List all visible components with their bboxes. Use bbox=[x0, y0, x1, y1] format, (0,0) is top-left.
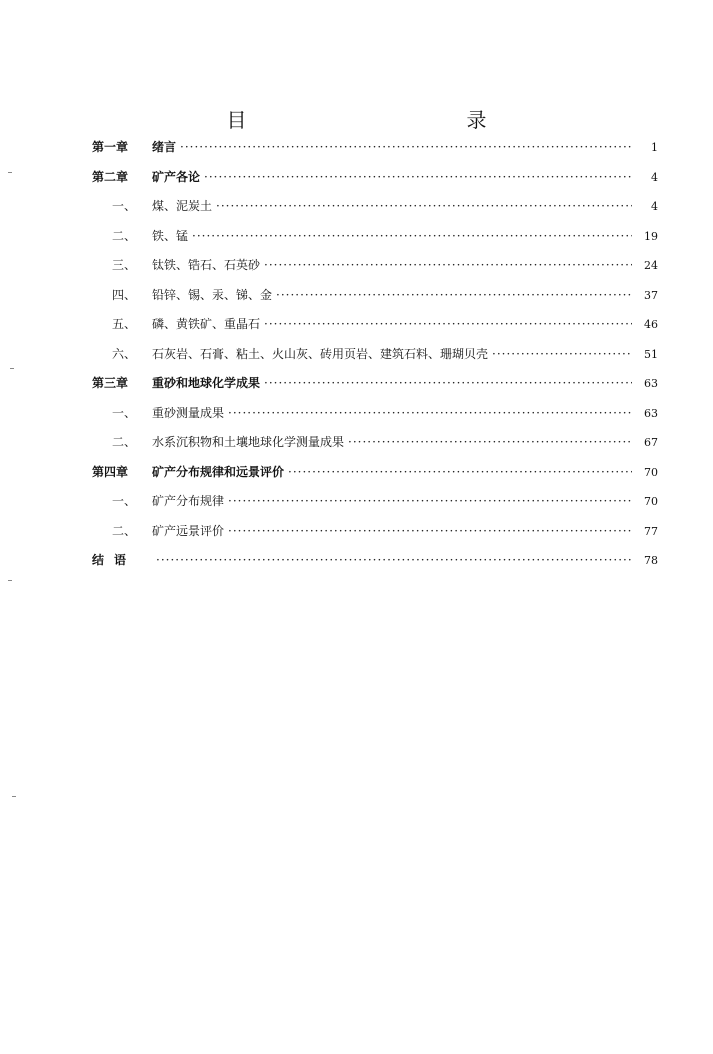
toc-entry-section[interactable] bbox=[92, 227, 658, 257]
scan-speck bbox=[10, 368, 14, 369]
toc-leader-dots bbox=[156, 553, 632, 567]
toc-leader-dots bbox=[204, 170, 632, 184]
toc-entry-number: 第四章 bbox=[92, 464, 129, 479]
toc-entry-number: 第一章 bbox=[92, 140, 129, 154]
toc-entry-label: 磷、黄铁矿、重晶石 bbox=[152, 317, 261, 331]
toc-entry-page: 19 bbox=[644, 229, 658, 243]
toc-entry-label: 石灰岩、石膏、粘土、火山灰、砖用页岩、建筑石料、珊瑚贝壳 bbox=[152, 346, 489, 361]
toc-entry-label: 矿产各论 bbox=[152, 169, 201, 184]
toc-entry-label: 煤、泥炭土 bbox=[152, 199, 213, 213]
toc-entry-section[interactable] bbox=[92, 315, 658, 345]
toc-entry-number: 二、 bbox=[112, 523, 137, 538]
toc-entry-page: 46 bbox=[644, 318, 658, 331]
toc-entry-page: 1 bbox=[651, 141, 658, 154]
toc-entry-label: 重砂和地球化学成果 bbox=[152, 376, 261, 390]
toc-entry-page: 4 bbox=[651, 200, 658, 213]
toc-entry-page: 63 bbox=[644, 406, 658, 420]
toc-leader-dots bbox=[192, 229, 632, 243]
toc-entry-label: 铁、锰 bbox=[152, 228, 189, 243]
toc-leader-dots bbox=[348, 435, 632, 449]
toc-entry-page: 37 bbox=[644, 288, 658, 302]
toc-leader-dots bbox=[180, 140, 632, 154]
toc-entry-page: 70 bbox=[644, 465, 658, 479]
scan-speck bbox=[8, 580, 12, 581]
toc-entry-chapter-3[interactable] bbox=[92, 374, 658, 404]
toc-leader-dots bbox=[264, 258, 632, 272]
toc-entry-chapter-1[interactable] bbox=[92, 138, 658, 168]
toc-leader-dots bbox=[228, 494, 632, 508]
toc-leader-dots bbox=[216, 199, 632, 213]
toc-entry-chapter-2[interactable] bbox=[92, 168, 658, 198]
toc-entry-section[interactable] bbox=[92, 404, 658, 434]
toc-entry-label: 矿产远景评价 bbox=[152, 523, 225, 538]
toc-entry-section[interactable] bbox=[92, 286, 658, 316]
toc-entry-section[interactable] bbox=[92, 522, 658, 552]
toc-entry-number: 四、 bbox=[112, 287, 137, 302]
toc-entry-number: 一、 bbox=[112, 405, 137, 420]
toc-entry-number: 二、 bbox=[112, 228, 137, 243]
toc-entry-number: 第二章 bbox=[92, 169, 129, 184]
toc-entry-page: 78 bbox=[644, 554, 658, 567]
toc-leader-dots bbox=[264, 376, 632, 390]
toc-entry-number: 六、 bbox=[112, 346, 137, 361]
toc-entry-page: 24 bbox=[644, 259, 658, 272]
toc-leader-dots bbox=[276, 288, 632, 302]
toc-entry-page: 70 bbox=[644, 495, 658, 508]
toc-entry-label: 铅锌、锡、汞、锑、金 bbox=[152, 287, 273, 302]
toc-entry-number: 一、 bbox=[112, 494, 137, 508]
toc-entry-page: 4 bbox=[651, 170, 658, 184]
toc-entry-section[interactable] bbox=[92, 197, 658, 227]
toc-entry-page: 63 bbox=[644, 377, 658, 390]
toc-entry-label: 钛铁、锆石、石英砂 bbox=[152, 258, 261, 272]
toc-entry-section[interactable] bbox=[92, 433, 658, 463]
toc-entry-chapter-4[interactable] bbox=[92, 463, 658, 493]
toc-entry-number: 一、 bbox=[112, 199, 137, 213]
toc-entry-label: 水系沉积物和土壤地球化学测量成果 bbox=[152, 435, 345, 449]
table-of-contents bbox=[92, 138, 658, 581]
toc-entry-section[interactable] bbox=[92, 492, 658, 522]
toc-leader-dots bbox=[264, 317, 632, 331]
toc-entry-number: 三、 bbox=[112, 258, 137, 272]
toc-leader-dots bbox=[228, 524, 632, 538]
toc-entry-label: 重砂测量成果 bbox=[152, 405, 225, 420]
toc-entry-section[interactable] bbox=[92, 256, 658, 286]
toc-entry-number: 结语 bbox=[92, 553, 137, 567]
scan-speck bbox=[8, 172, 12, 173]
toc-entry-section[interactable] bbox=[92, 345, 658, 375]
toc-entry-number: 二、 bbox=[112, 435, 137, 449]
toc-entry-number: 第三章 bbox=[92, 376, 129, 390]
scan-speck bbox=[12, 796, 16, 797]
toc-entry-page: 67 bbox=[644, 436, 658, 449]
toc-entry-conclusion[interactable] bbox=[92, 551, 658, 581]
page-title: 目 录 bbox=[226, 108, 547, 132]
toc-entry-page: 51 bbox=[644, 347, 658, 361]
toc-entry-label: 绪言 bbox=[152, 140, 177, 154]
toc-entry-label: 矿产分布规律 bbox=[152, 494, 225, 508]
toc-leader-dots bbox=[288, 465, 632, 479]
toc-entry-page: 77 bbox=[644, 524, 658, 538]
toc-entry-label: 矿产分布规律和远景评价 bbox=[152, 464, 285, 479]
toc-entry-number: 五、 bbox=[112, 317, 137, 331]
toc-leader-dots bbox=[228, 406, 632, 420]
toc-leader-dots bbox=[492, 347, 632, 361]
